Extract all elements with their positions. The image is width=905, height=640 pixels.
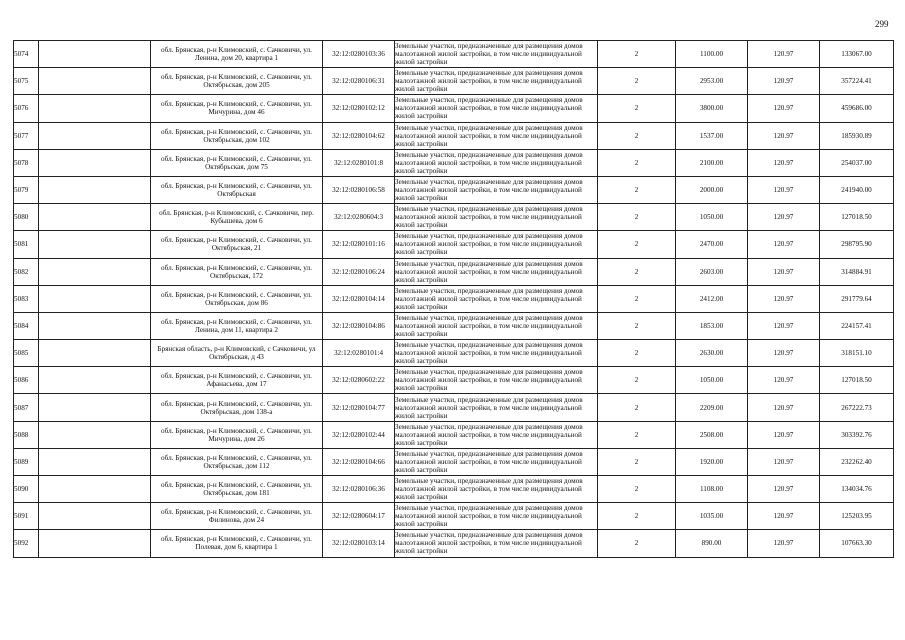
cell-empty: [39, 41, 151, 68]
cell-cadastral-value: 107663.30: [820, 530, 894, 557]
cell-cadastral-number: 32:12:0280104:66: [323, 448, 395, 475]
cell-address: обл. Брянская, р-н Климовский, с. Сачковичи, ул. Октябрьская, 172: [151, 258, 323, 285]
cell-category: 2: [598, 149, 676, 176]
cell-number: 5091: [14, 503, 39, 530]
cell-cadastral-value: 318151.10: [820, 340, 894, 367]
cell-cadastral-number: 32:12:0280101:16: [323, 231, 395, 258]
table-row: [14, 340, 894, 367]
cell-address: обл. Брянская, р-н Климовский, с. Сачковичи, ул. Ленина, дом 11, квартира 2: [151, 312, 323, 339]
cell-number: 5077: [14, 122, 39, 149]
cell-address: обл. Брянская, р-н Климовский, с. Сачковичи, ул. Полевая, дом 6, квартира 1: [151, 530, 323, 557]
cell-address: обл. Брянская, р-н Климовский, с. Сачковичи, ул. Октябрьская, дом 75: [151, 149, 323, 176]
cell-number: 5079: [14, 176, 39, 203]
cell-category: 2: [598, 448, 676, 475]
table-row: [14, 95, 894, 122]
cell-cadastral-number: 32:12:0280604:3: [323, 204, 395, 231]
cell-category: 2: [598, 340, 676, 367]
table-row: [14, 476, 894, 503]
cell-address: Брянская область, р-н Климовский, с Сачковичи, ул Октябрьская, д 43: [151, 340, 323, 367]
cell-rate: 120.97: [748, 476, 820, 503]
cell-area: 1035.00: [676, 503, 748, 530]
cell-purpose: Земельные участки, предназначенные для размещения домов малоэтажной жилой застройки, в том числе индивидуальной жилой застройки: [395, 530, 598, 557]
cell-cadastral-value: 459686.00: [820, 95, 894, 122]
cell-cadastral-value: 357224.41: [820, 68, 894, 95]
cell-category: 2: [598, 367, 676, 394]
cell-category: 2: [598, 68, 676, 95]
cell-area: 2209.00: [676, 394, 748, 421]
cell-empty: [39, 285, 151, 312]
cell-address: обл. Брянская, р-н Климовский, с. Сачковичи, пер. Кубышева, дом 6: [151, 204, 323, 231]
land-registry-table: [13, 40, 894, 558]
cell-cadastral-value: 133067.00: [820, 41, 894, 68]
cell-address: обл. Брянская, р-н Климовский, с. Сачковичи, ул. Октябрьская: [151, 176, 323, 203]
cell-rate: 120.97: [748, 530, 820, 557]
cell-address: обл. Брянская, р-н Климовский, с. Сачковичи, ул. Афанасьева, дом 17: [151, 367, 323, 394]
cell-purpose: Земельные участки, предназначенные для размещения домов малоэтажной жилой застройки, в том числе индивидуальной жилой застройки: [395, 367, 598, 394]
cell-cadastral-value: 291779.64: [820, 285, 894, 312]
cell-area: 2100.00: [676, 149, 748, 176]
cell-purpose: Земельные участки, предназначенные для размещения домов малоэтажной жилой застройки, в том числе индивидуальной жилой застройки: [395, 95, 598, 122]
cell-rate: 120.97: [748, 312, 820, 339]
cell-category: 2: [598, 231, 676, 258]
cell-rate: 120.97: [748, 204, 820, 231]
cell-rate: 120.97: [748, 285, 820, 312]
cell-empty: [39, 340, 151, 367]
cell-category: 2: [598, 41, 676, 68]
cell-number: 5088: [14, 421, 39, 448]
cell-address: обл. Брянская, р-н Климовский, с. Сачковичи, ул. Октябрьская, дом 205: [151, 68, 323, 95]
cell-number: 5089: [14, 448, 39, 475]
cell-area: 1050.00: [676, 204, 748, 231]
cell-area: 3800.00: [676, 95, 748, 122]
cell-address: обл. Брянская, р-н Климовский, с. Сачковичи, ул. Октябрьская, дом 112: [151, 448, 323, 475]
table-row: [14, 503, 894, 530]
cell-number: 5080: [14, 204, 39, 231]
cell-number: 5081: [14, 231, 39, 258]
cell-cadastral-number: 32:12:0280104:62: [323, 122, 395, 149]
cell-area: 1853.00: [676, 312, 748, 339]
cell-empty: [39, 503, 151, 530]
cell-purpose: Земельные участки, предназначенные для размещения домов малоэтажной жилой застройки, в том числе индивидуальной жилой застройки: [395, 285, 598, 312]
table-body: [14, 41, 894, 558]
cell-cadastral-number: 32:12:0280103:36: [323, 41, 395, 68]
cell-purpose: Земельные участки, предназначенные для размещения домов малоэтажной жилой застройки, в том числе индивидуальной жилой застройки: [395, 68, 598, 95]
cell-cadastral-value: 232262.40: [820, 448, 894, 475]
cell-purpose: Земельные участки, предназначенные для размещения домов малоэтажной жилой застройки, в том числе индивидуальной жилой застройки: [395, 503, 598, 530]
cell-category: 2: [598, 285, 676, 312]
cell-cadastral-number: 32:12:0280102:12: [323, 95, 395, 122]
cell-category: 2: [598, 176, 676, 203]
cell-rate: 120.97: [748, 258, 820, 285]
cell-area: 2508.00: [676, 421, 748, 448]
cell-cadastral-number: 32:12:0280102:44: [323, 421, 395, 448]
cell-area: 1537.00: [676, 122, 748, 149]
table-row: [14, 204, 894, 231]
cell-rate: 120.97: [748, 176, 820, 203]
table-row: [14, 149, 894, 176]
table-row: [14, 421, 894, 448]
cell-empty: [39, 476, 151, 503]
cell-purpose: Земельные участки, предназначенные для размещения домов малоэтажной жилой застройки, в том числе индивидуальной жилой застройки: [395, 340, 598, 367]
table-row: [14, 68, 894, 95]
cell-address: обл. Брянская, р-н Климовский, с. Сачковичи, ул. Филинова, дом 24: [151, 503, 323, 530]
cell-category: 2: [598, 122, 676, 149]
page-number: 299: [875, 19, 889, 29]
cell-purpose: Земельные участки, предназначенные для размещения домов малоэтажной жилой застройки, в том числе индивидуальной жилой застройки: [395, 204, 598, 231]
cell-number: 5090: [14, 476, 39, 503]
table-row: [14, 448, 894, 475]
cell-rate: 120.97: [748, 41, 820, 68]
cell-cadastral-number: 32:12:0280106:36: [323, 476, 395, 503]
cell-empty: [39, 149, 151, 176]
cell-empty: [39, 95, 151, 122]
cell-empty: [39, 448, 151, 475]
cell-address: обл. Брянская, р-н Климовский, с. Сачковичи, ул. Мичурина, дом 46: [151, 95, 323, 122]
cell-area: 2000.00: [676, 176, 748, 203]
cell-cadastral-value: 185930.89: [820, 122, 894, 149]
cell-empty: [39, 530, 151, 557]
cell-number: 5084: [14, 312, 39, 339]
cell-rate: 120.97: [748, 448, 820, 475]
cell-cadastral-value: 134034.76: [820, 476, 894, 503]
cell-cadastral-value: 298795.90: [820, 231, 894, 258]
cell-address: обл. Брянская, р-н Климовский, с. Сачковичи, ул. Октябрьская, дом 138-а: [151, 394, 323, 421]
cell-address: обл. Брянская, р-н Климовский, с. Сачковичи, ул. Октябрьская, 21: [151, 231, 323, 258]
cell-address: обл. Брянская, р-н Климовский, с. Сачковичи, ул. Мичурина, дом 26: [151, 421, 323, 448]
cell-number: 5075: [14, 68, 39, 95]
cell-number: 5092: [14, 530, 39, 557]
cell-cadastral-value: 314884.91: [820, 258, 894, 285]
cell-cadastral-number: 32:12:0280106:31: [323, 68, 395, 95]
cell-purpose: Земельные участки, предназначенные для размещения домов малоэтажной жилой застройки, в том числе индивидуальной жилой застройки: [395, 122, 598, 149]
cell-category: 2: [598, 312, 676, 339]
cell-area: 2470.00: [676, 231, 748, 258]
cell-area: 2953.00: [676, 68, 748, 95]
cell-cadastral-number: 32:12:0280103:14: [323, 530, 395, 557]
cell-purpose: Земельные участки, предназначенные для размещения домов малоэтажной жилой застройки, в том числе индивидуальной жилой застройки: [395, 231, 598, 258]
cell-cadastral-value: 127018.50: [820, 204, 894, 231]
cell-cadastral-value: 241940.00: [820, 176, 894, 203]
cell-number: 5076: [14, 95, 39, 122]
cell-category: 2: [598, 476, 676, 503]
table-row: [14, 285, 894, 312]
cell-category: 2: [598, 421, 676, 448]
cell-cadastral-value: 303392.76: [820, 421, 894, 448]
cell-category: 2: [598, 204, 676, 231]
cell-cadastral-number: 32:12:0280101:4: [323, 340, 395, 367]
cell-purpose: Земельные участки, предназначенные для размещения домов малоэтажной жилой застройки, в том числе индивидуальной жилой застройки: [395, 258, 598, 285]
cell-rate: 120.97: [748, 394, 820, 421]
cell-empty: [39, 394, 151, 421]
cell-category: 2: [598, 394, 676, 421]
cell-rate: 120.97: [748, 68, 820, 95]
cell-rate: 120.97: [748, 149, 820, 176]
cell-cadastral-number: 32:12:0280101:8: [323, 149, 395, 176]
cell-area: 1920.00: [676, 448, 748, 475]
cell-empty: [39, 68, 151, 95]
cell-cadastral-value: 125203.95: [820, 503, 894, 530]
cell-cadastral-value: 224157.41: [820, 312, 894, 339]
cell-category: 2: [598, 503, 676, 530]
cell-cadastral-number: 32:12:0280104:14: [323, 285, 395, 312]
cell-rate: 120.97: [748, 367, 820, 394]
cell-number: 5074: [14, 41, 39, 68]
cell-rate: 120.97: [748, 122, 820, 149]
cell-area: 2412.00: [676, 285, 748, 312]
cell-empty: [39, 176, 151, 203]
cell-rate: 120.97: [748, 95, 820, 122]
cell-category: 2: [598, 530, 676, 557]
cell-number: 5082: [14, 258, 39, 285]
cell-rate: 120.97: [748, 231, 820, 258]
cell-number: 5086: [14, 367, 39, 394]
cell-empty: [39, 312, 151, 339]
table-row: [14, 367, 894, 394]
cell-address: обл. Брянская, р-н Климовский, с. Сачковичи, ул. Октябрьская, дом 181: [151, 476, 323, 503]
cell-cadastral-number: 32:12:0280602:22: [323, 367, 395, 394]
table-row: [14, 122, 894, 149]
cell-purpose: Земельные участки, предназначенные для размещения домов малоэтажной жилой застройки, в том числе индивидуальной жилой застройки: [395, 448, 598, 475]
table-row: [14, 231, 894, 258]
cell-purpose: Земельные участки, предназначенные для размещения домов малоэтажной жилой застройки, в том числе индивидуальной жилой застройки: [395, 394, 598, 421]
cell-area: 2630.00: [676, 340, 748, 367]
cell-cadastral-number: 32:12:0280106:58: [323, 176, 395, 203]
cell-address: обл. Брянская, р-н Климовский, с. Сачковичи, ул. Октябрьская, дом 86: [151, 285, 323, 312]
cell-rate: 120.97: [748, 503, 820, 530]
cell-area: 1100.00: [676, 41, 748, 68]
cell-cadastral-value: 267222.73: [820, 394, 894, 421]
cell-cadastral-value: 254037.00: [820, 149, 894, 176]
cell-number: 5087: [14, 394, 39, 421]
cell-empty: [39, 367, 151, 394]
cell-empty: [39, 204, 151, 231]
cell-empty: [39, 258, 151, 285]
cell-rate: 120.97: [748, 421, 820, 448]
table-row: [14, 258, 894, 285]
cell-number: 5085: [14, 340, 39, 367]
cell-purpose: Земельные участки, предназначенные для размещения домов малоэтажной жилой застройки, в том числе индивидуальной жилой застройки: [395, 149, 598, 176]
cell-cadastral-number: 32:12:0280106:24: [323, 258, 395, 285]
cell-category: 2: [598, 258, 676, 285]
table-row: [14, 312, 894, 339]
cell-address: обл. Брянская, р-н Климовский, с. Сачковичи, ул. Октябрьская, дом 102: [151, 122, 323, 149]
cell-rate: 120.97: [748, 340, 820, 367]
cell-cadastral-value: 127018.50: [820, 367, 894, 394]
cell-empty: [39, 231, 151, 258]
cell-cadastral-number: 32:12:0280104:86: [323, 312, 395, 339]
cell-empty: [39, 421, 151, 448]
table-row: [14, 530, 894, 557]
cell-number: 5083: [14, 285, 39, 312]
cell-area: 890.00: [676, 530, 748, 557]
cell-address: обл. Брянская, р-н Климовский, с. Сачковичи, ул. Ленина, дом 20, квартира 1: [151, 41, 323, 68]
cell-purpose: Земельные участки, предназначенные для размещения домов малоэтажной жилой застройки, в том числе индивидуальной жилой застройки: [395, 176, 598, 203]
table-row: [14, 176, 894, 203]
cell-purpose: Земельные участки, предназначенные для размещения домов малоэтажной жилой застройки, в том числе индивидуальной жилой застройки: [395, 41, 598, 68]
cell-number: 5078: [14, 149, 39, 176]
cell-area: 1050.00: [676, 367, 748, 394]
cell-cadastral-number: 32:12:0280604:17: [323, 503, 395, 530]
table-row: [14, 394, 894, 421]
cell-purpose: Земельные участки, предназначенные для размещения домов малоэтажной жилой застройки, в том числе индивидуальной жилой застройки: [395, 476, 598, 503]
cell-purpose: Земельные участки, предназначенные для размещения домов малоэтажной жилой застройки, в том числе индивидуальной жилой застройки: [395, 312, 598, 339]
cell-cadastral-number: 32:12:0280104:77: [323, 394, 395, 421]
cell-category: 2: [598, 95, 676, 122]
cell-empty: [39, 122, 151, 149]
table-row: [14, 41, 894, 68]
cell-purpose: Земельные участки, предназначенные для размещения домов малоэтажной жилой застройки, в том числе индивидуальной жилой застройки: [395, 421, 598, 448]
cell-area: 2603.00: [676, 258, 748, 285]
cell-area: 1108.00: [676, 476, 748, 503]
